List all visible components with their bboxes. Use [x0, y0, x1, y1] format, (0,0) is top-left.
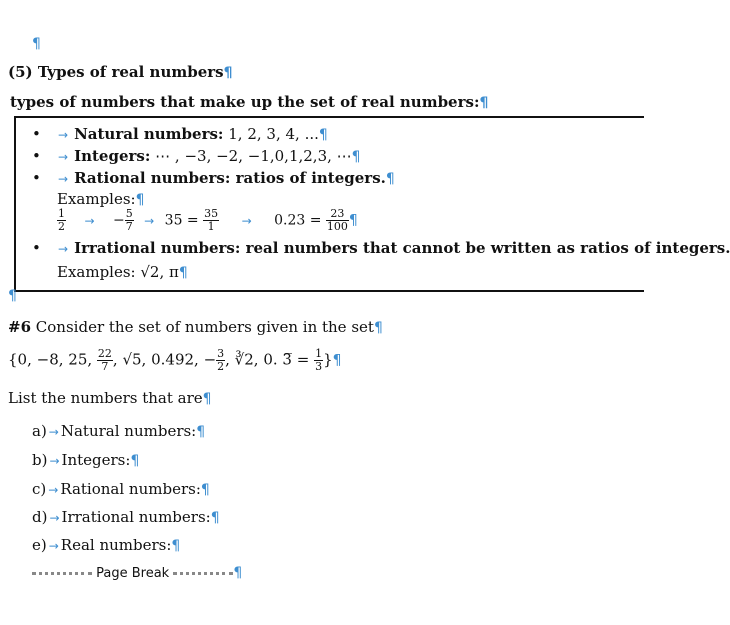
irrational-examples: Examples: √2, π¶ [57, 263, 188, 281]
subheading-text: types of numbers that make up the set of real numbers: [10, 93, 480, 111]
list-item-rational: c) → Rational numbers:¶ [32, 480, 210, 498]
page-break-label: Page Break [96, 566, 170, 581]
bullet-icon: • [32, 169, 41, 187]
section-heading: (5) Types of real numbers¶ [8, 63, 233, 81]
bullet-irrational: • → Irrational numbers: real numbers that cannot be written as ratios of integers. [32, 239, 730, 257]
fraction-1-3: $\frac{1}{3}$ [315, 347, 323, 373]
rational-label: Rational numbers: ratios of integers. [74, 169, 386, 187]
empty-paragraph [32, 34, 41, 52]
list-item-integers: b) → Integers:¶ [32, 451, 140, 469]
page-break-dots-left [32, 572, 92, 575]
problem-number: #6 [8, 318, 32, 336]
set-expression: {0, −8, 25, $\frac{22}{7}$ , √5, 0.492, − $\frac{3}{2}$ , ∛2, 0. 3̅ = $\frac{1}{3}$ }¶ [8, 347, 342, 373]
fraction-22-7: $\frac{22}{7}$ [97, 347, 112, 373]
bullet-icon: • [32, 147, 41, 165]
fraction-3-2: $\frac{3}{2}$ [217, 347, 225, 373]
bullet-icon: • [32, 125, 41, 143]
section-heading-text: (5) Types of real numbers [8, 63, 224, 81]
irrational-label: Irrational numbers: real numbers that cannot be written as ratios of integers. [74, 239, 730, 257]
fraction-35-1: $\frac{35}{1}$ [204, 207, 219, 233]
problem-statement: #6 Consider the set of numbers given in the set¶ [8, 318, 383, 336]
integers-label: Integers: [74, 147, 151, 165]
list-intro: List the numbers that are¶ [8, 389, 212, 407]
natural-label: Natural numbers: [74, 125, 224, 143]
page-break-dots-right [173, 572, 233, 575]
fraction-1-2: $\frac{1}{2}$ [58, 207, 65, 233]
pilcrow-mark: ¶ [32, 36, 41, 52]
natural-value: 1, 2, 3, 4, ... [228, 125, 319, 143]
fraction-23-100: $\frac{23}{100}$ [326, 207, 348, 233]
rational-examples-label: Examples:¶ [57, 190, 145, 208]
integers-value: ⋯ , −3, −2, −1,0,1,2,3, ⋯ [155, 147, 352, 165]
subheading: types of numbers that make up the set of real numbers:¶ [10, 93, 489, 111]
list-item-real: e) → Real numbers:¶ [32, 536, 181, 554]
bullet-icon: • [32, 239, 41, 257]
page-break: Page Break ¶ [32, 565, 242, 581]
bullet-rational: • → Rational numbers: ratios of integers.¶ [32, 169, 395, 187]
bullet-integers: • → Integers: ⋯ , −3, −2, −1,0,1,2,3, ⋯¶ [32, 147, 361, 165]
rational-examples: $\frac{1}{2}$ → − $\frac{5}{7}$ → 35 = $\frac{35}{1}$ → 0.23 = $\frac{23}{100}$ ¶ [58, 207, 358, 233]
list-item-irrational: d) → Irrational numbers:¶ [32, 508, 220, 526]
problem-text: Consider the set of numbers given in the set [35, 318, 374, 336]
list-item-natural: a) → Natural numbers:¶ [32, 422, 206, 440]
empty-paragraph-2: ¶ [8, 288, 17, 304]
fraction-5-7: $\frac{5}{7}$ [125, 207, 133, 233]
bullet-natural: • → Natural numbers: 1, 2, 3, 4, ...¶ [32, 125, 328, 143]
